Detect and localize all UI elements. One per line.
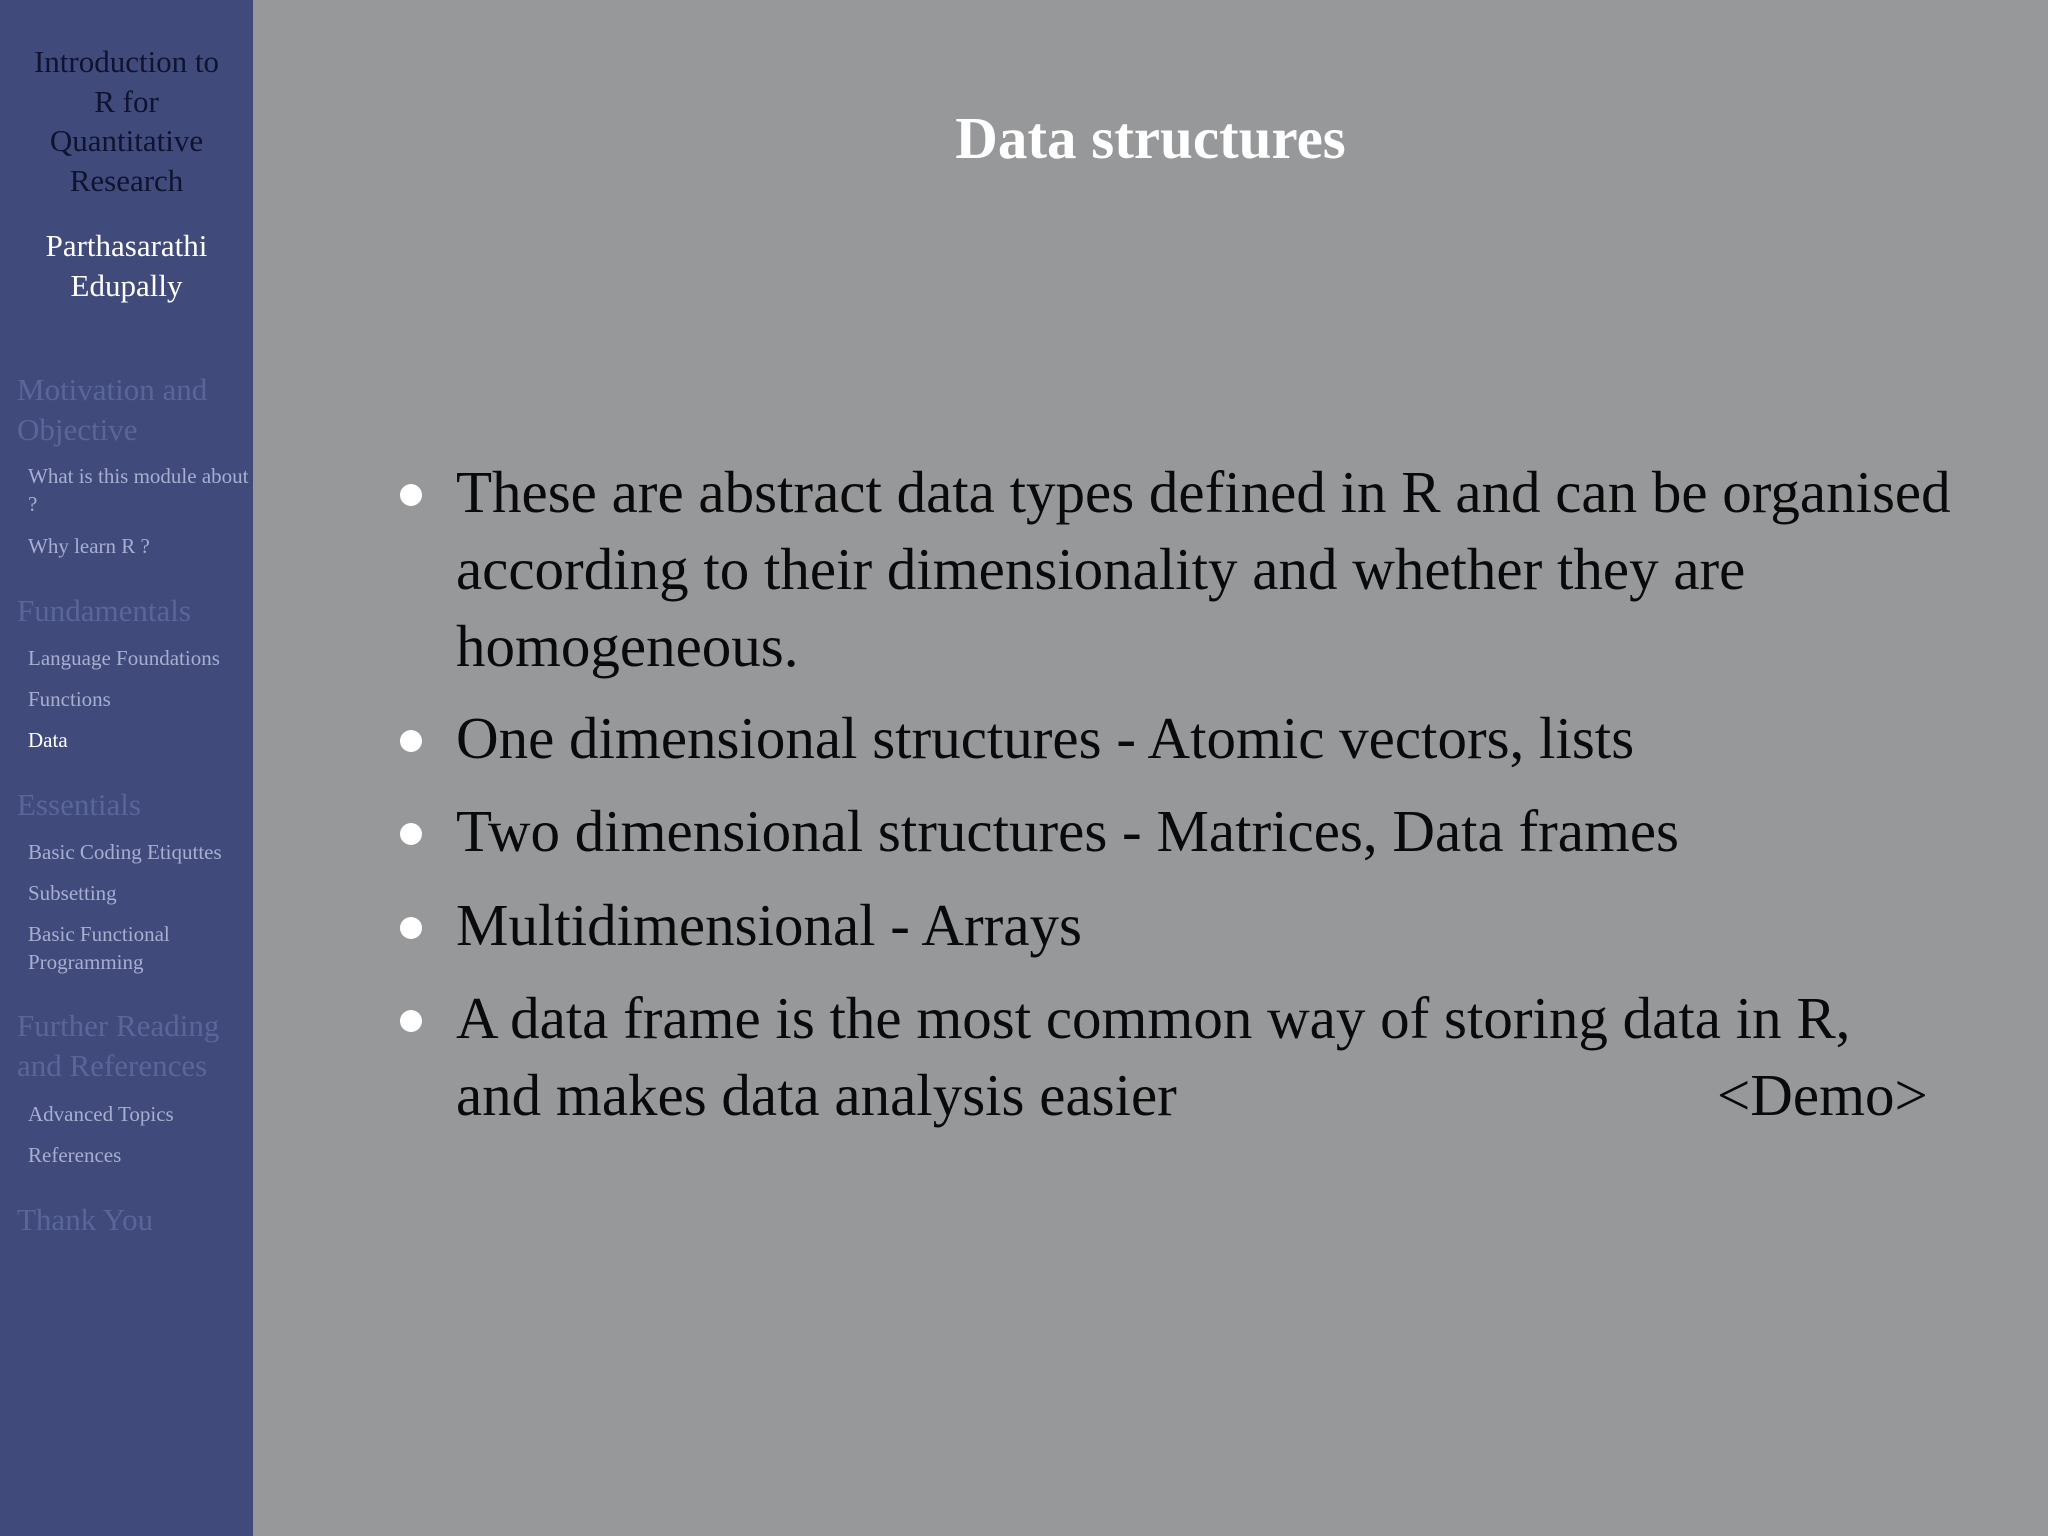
nav-section-fundamentals[interactable]: Fundamentals	[17, 593, 191, 628]
bullet-dot-icon	[400, 1010, 422, 1032]
bullet-dot-icon	[400, 823, 422, 845]
presentation-author: Parthasarathi Edupally	[45, 228, 208, 303]
nav-item-references[interactable]: References	[28, 1143, 122, 1167]
nav-item-data[interactable]: Data	[28, 728, 68, 752]
bullet-item-5: A data frame is the most common way of storing data in R, and makes data analysis easier	[456, 985, 1851, 1128]
slide-title-text: Data structures	[955, 105, 1346, 171]
nav-item-why-learn-r[interactable]: Why learn R ?	[28, 534, 150, 558]
nav-section-motivation[interactable]: Motivation and Objective	[17, 372, 208, 447]
nav-item-subsetting[interactable]: Subsetting	[28, 881, 117, 905]
nav-item-basic-coding-etiquettes[interactable]: Basic Coding Etiquttes	[28, 840, 222, 864]
presentation-title[interactable]: Introduction to R for Quantitative Research	[33, 44, 220, 198]
nav-section-essentials[interactable]: Essentials	[17, 787, 141, 822]
bullet-dot-icon	[400, 484, 422, 506]
demo-label: <Demo>	[1717, 1062, 1928, 1128]
nav-item-module-about[interactable]: What is this module about ?	[28, 464, 249, 516]
bullet-item-2: One dimensional structures - Atomic vectors, lists	[456, 705, 1635, 771]
nav-item-basic-functional-programming[interactable]: Basic Functional Programming	[28, 922, 170, 974]
bullet-dot-icon	[400, 730, 422, 752]
nav-section-further-reading[interactable]: Further Reading and References	[17, 1008, 220, 1083]
bullet-item-3: Two dimensional structures - Matrices, Data frames	[456, 798, 1680, 864]
bullet-item-4: Multidimensional - Arrays	[456, 892, 1082, 958]
bullet-item-1: These are abstract data types defined in R and can be organised according to their dimensionality and whether they are homogeneous.	[456, 459, 1951, 679]
nav-item-functions[interactable]: Functions	[28, 687, 111, 711]
nav-section-thank-you[interactable]: Thank You	[17, 1202, 154, 1237]
bullet-dot-icon	[400, 917, 422, 939]
nav-item-language-foundations[interactable]: Language Foundations	[28, 646, 220, 670]
nav-item-advanced-topics[interactable]: Advanced Topics	[28, 1102, 174, 1126]
